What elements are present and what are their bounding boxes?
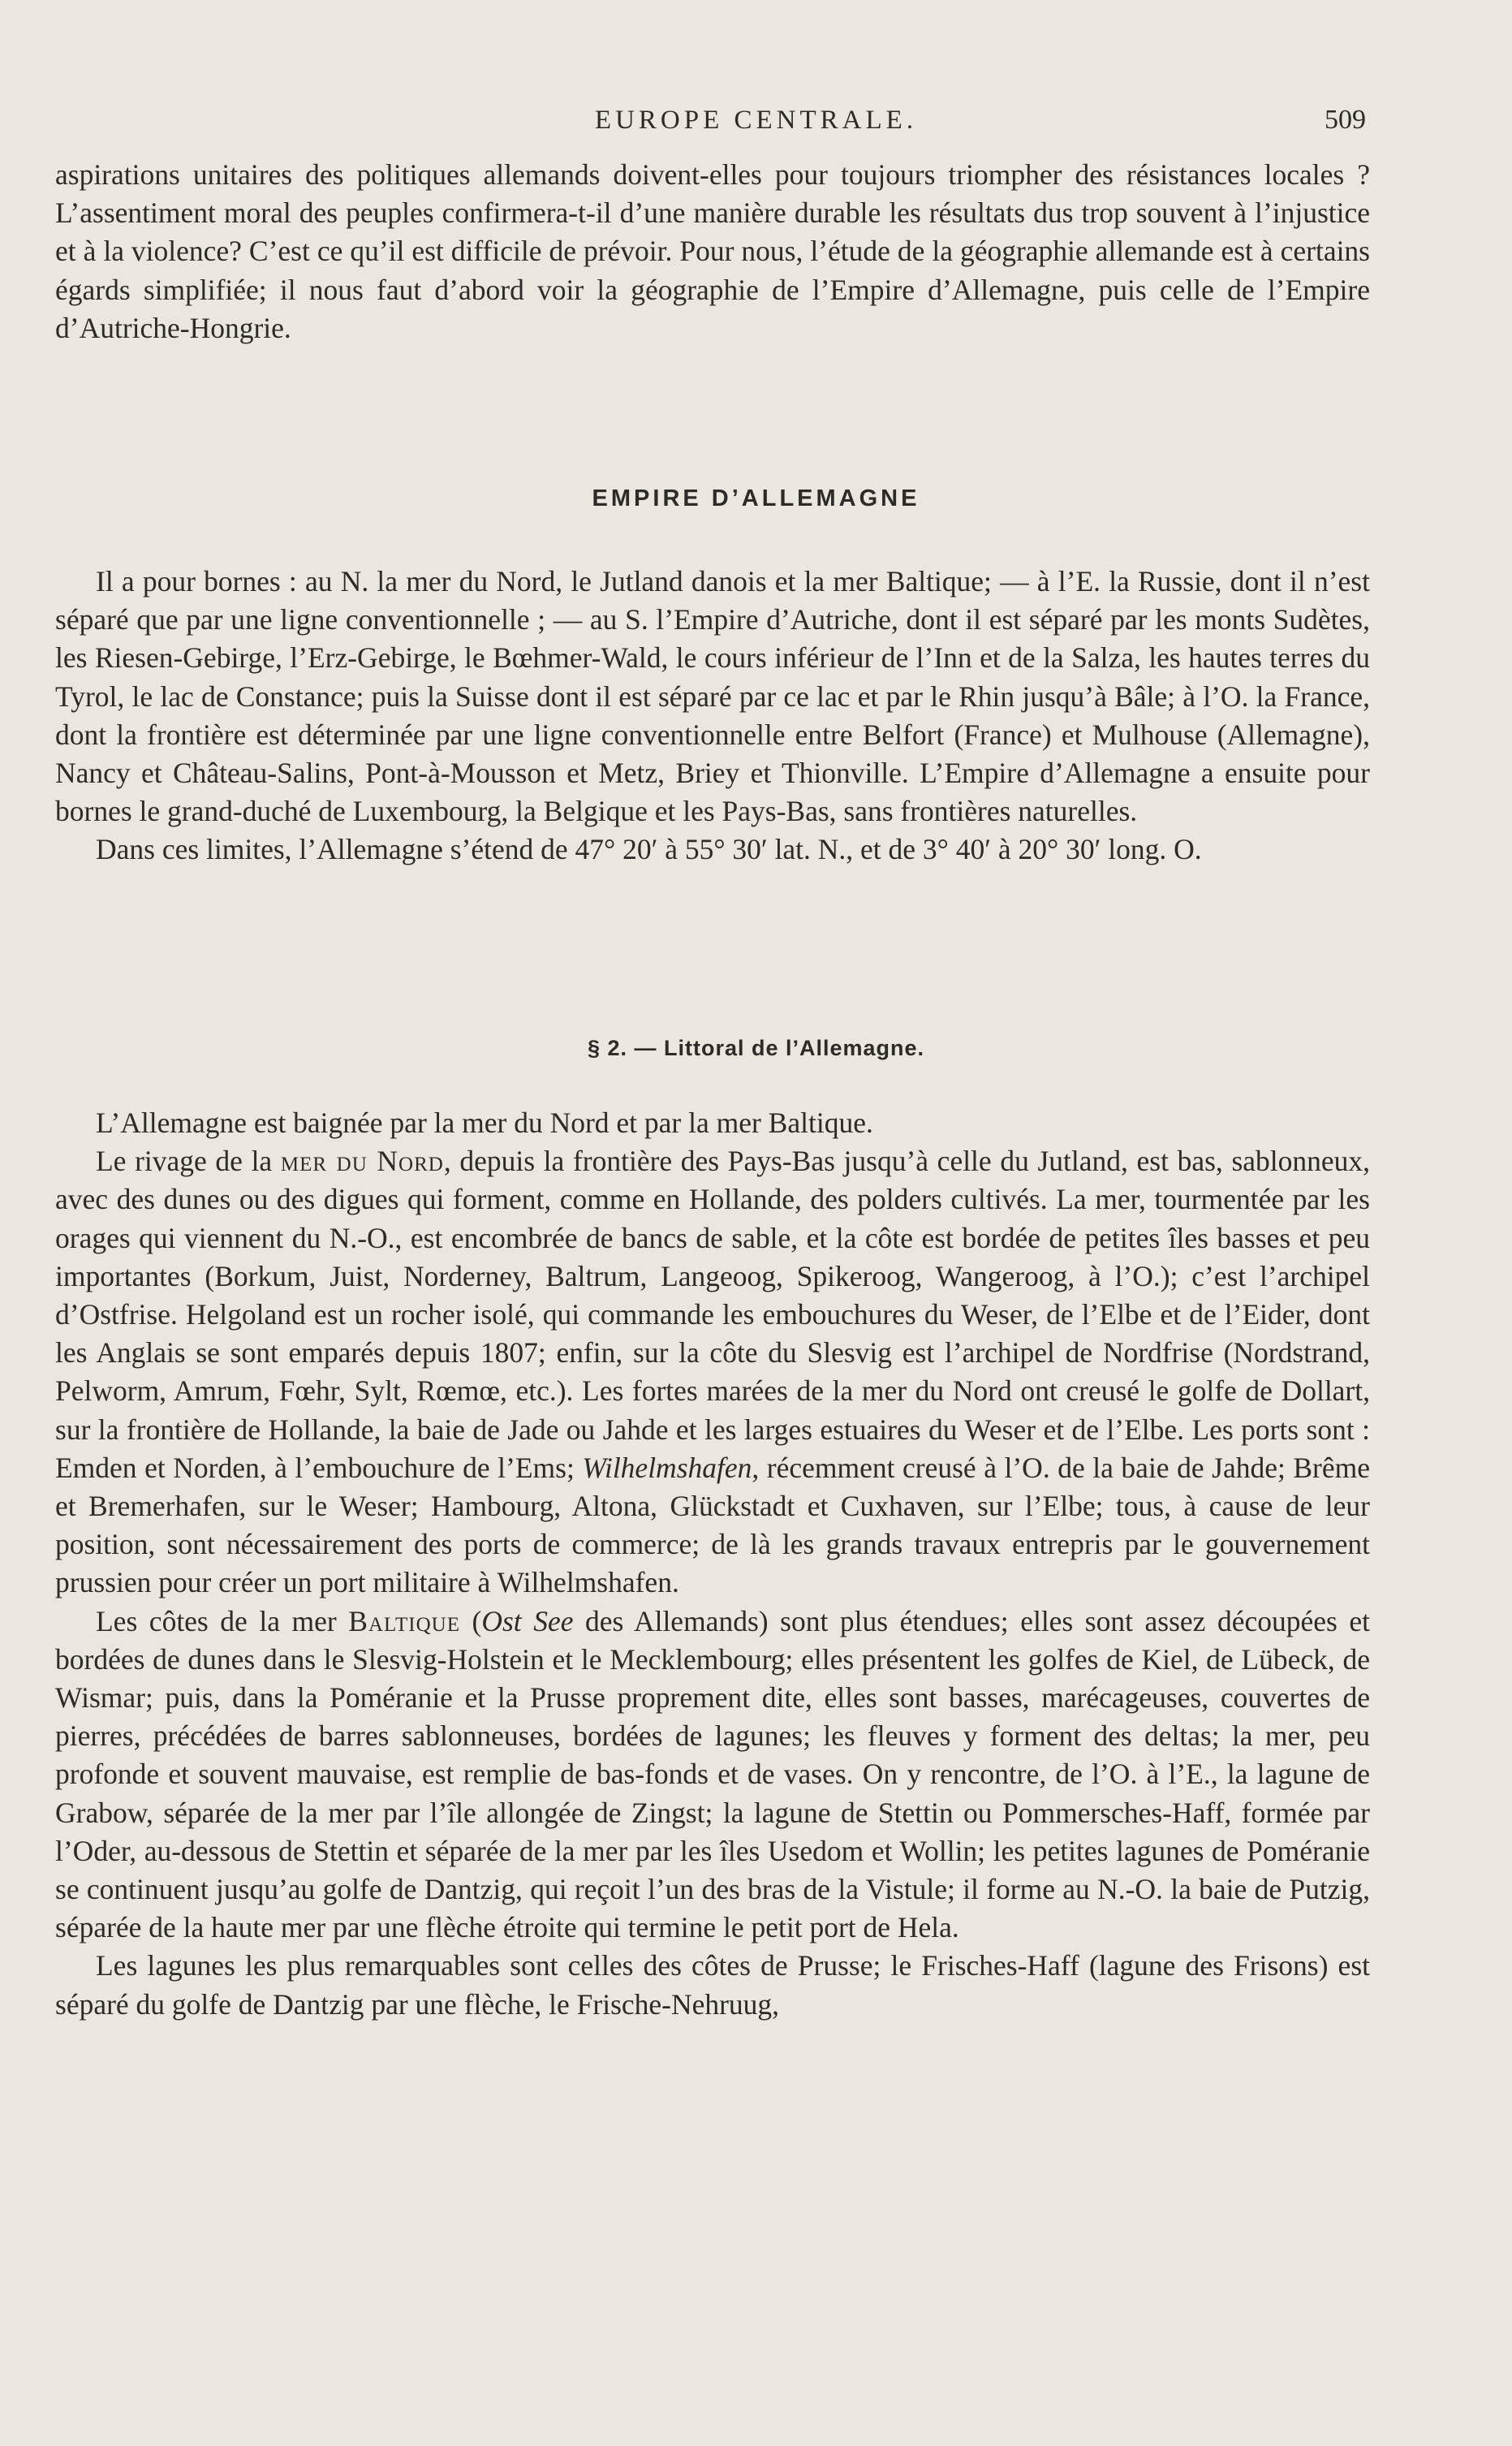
wilhelmshafen-term: Wilhelmshafen: [582, 1451, 752, 1484]
section-heading-empire: EMPIRE D’ALLEMAGNE: [592, 485, 920, 511]
empire-text-block: [55, 563, 1370, 869]
north-sea-paragraph: Le rivage de la mer du Nord, depuis la frontière des Pays-Bas jusqu’à celle du Jutland, est bas, sablonneux, avec des dunes ou des digues qui forment, comme en Hollande, des polders cultivés. La mer, tourmentée par les orages qui viennent du N.-O., est encombrée de bancs de sable, et la côte est bordée de petites îles basses et peu importantes (Borkum, Juist, Norderney, Baltrum, Langeoog, Spikeroog, Wangeroog, à l’O.); c’est l’archipel d’Ostfrise. Helgoland est un rocher isolé, qui commande les embouchures du Weser, de l’Elbe et de l’Eider, dont les Anglais se sont emparés depuis 1807; enfin, sur la côte du Slesvig est l’archipel de Nordfrise (Nordstrand, Pelworm, Amrum, Fœhr, Sylt, Rœmœ, etc.). Les fortes marées de la mer du Nord ont creusé le golfe de Dollart, sur la frontière de Hollande, la baie de Jade ou Jahde et les larges estuaires du Weser et de l’Elbe. Les ports sont : Emden et Norden, à l’embouchure de l’Ems; Wilhelmshafen, récemment creusé à l’O. de la baie de Jahde; Brême et Bremerhafen, sur le Weser; Hambourg, Altona, Glückstadt et Cuxhaven, sur l’Elbe; tous, à cause de leur position, sont nécessairement des ports de commerce; de là les grands travaux entrepris par le gouvernement prussien pour créer un port militaire à Wilhelmshafen.: [55, 1145, 1371, 1599]
section-heading-littoral: § 2. — Littoral de l’Allemagne.: [587, 1036, 925, 1060]
north-sea-term: mer du Nord: [280, 1145, 444, 1178]
limits-paragraph: Dans ces limites, l’Allemagne s’étend de 47° 20′ à 55° 30′ lat. N., et de 3° 40′ à 20° 30′ long. O.: [96, 833, 1202, 866]
running-header: [0, 96, 1512, 145]
littoral-intro-paragraph: L’Allemagne est baignée par la mer du Nord et par la mer Baltique.: [96, 1107, 873, 1139]
baltic-paragraph: Les côtes de la mer Baltique (Ost See des Allemands) sont plus étendues; elles sont assez découpées et bordées de dunes dans le Slesvig-Holstein et le Mecklembourg; elles présentent les golfes de Kiel, de Lübeck, de Wismar; puis, dans la Poméranie et la Prusse proprement dite, elles sont basses, marécageuses, couvertes de pierres, précédées de barres sablonneuses, bordées de lagunes; les fleuves y forment des deltas; la mer, peu profonde et souvent mauvaise, est remplie de bas-fonds et de vases. On y rencontre, de l’O. à l’E., la lagune de Grabow, séparée de la mer par l’île allongée de Zingst; la lagune de Stettin ou Pommersches-Haff, formée par l’Oder, au-dessous de Stettin et séparée de la mer par les îles Usedom et Wollin; les petites lagunes de Poméranie se continuent jusqu’au golfe de Dantzig, qui reçoit l’un des bras de la Vistule; il forme au N.-O. la baie de Putzig, séparée de la haute mer par une flèche étroite qui termine le petit port de Hela.: [55, 1604, 1370, 1944]
baltic-term: Baltique: [348, 1604, 460, 1637]
borders-paragraph: Il a pour bornes : au N. la mer du Nord, le Jutland danois et la mer Baltique; — à l’E. la Russie, dont il n’est séparé que par une ligne conventionnelle ; — au S. l’Empire d’Autriche, dont il est séparé par les monts Sudètes, les Riesen-Gebirge, l’Erz-Gebirge, le Bœhmer-Wald, le cours inférieur de l’Inn et de la Salza, les hautes terres du Tyrol, le lac de Constance; puis la Suisse dont il est séparé par ce lac et par le Rhin jusqu’à Bâle; à l’O. la France, dont la frontière est déterminée par une ligne conventionnelle entre Belfort (France) et Mulhouse (Allemagne), Nancy et Château-Salins, Pont-à-Mousson et Metz, Briey et Thionville. L’Empire d’Allemagne a ensuite pour bornes le grand-duché de Luxembourg, la Belgique et les Pays-Bas, sans frontières naturelles.: [55, 565, 1370, 828]
ost-see-term: Ost See: [481, 1604, 574, 1637]
running-title: EUROPE CENTRALE.: [594, 106, 918, 135]
intro-paragraph: aspirations unitaires des politiques allemands doivent-elles pour toujours triompher des résistances locales ? L’assentiment moral des peuples confirmera-t-il d’une manière durable les résultats dus trop souvent à l’injustice et à la violence? C’est ce qu’il est difficile de prévoir. Pour nous, l’étude de la géographie allemande est à certains égards simplifiée; il nous faut d’abord voir la géographie de l’Empire d’Allemagne, puis celle de l’Empire d’Autriche-Hongrie.: [55, 158, 1370, 344]
intro-text-block: [55, 156, 1370, 347]
littoral-text-block: [55, 1104, 1370, 2024]
lagoons-paragraph: Les lagunes les plus remarquables sont celles des côtes de Prusse; le Frisches-Haff (lagune des Frisons) est séparé du golfe de Dantzig par une flèche, le Frische-Nehruug,: [55, 1949, 1370, 2021]
page-number: 509: [1325, 105, 1366, 135]
